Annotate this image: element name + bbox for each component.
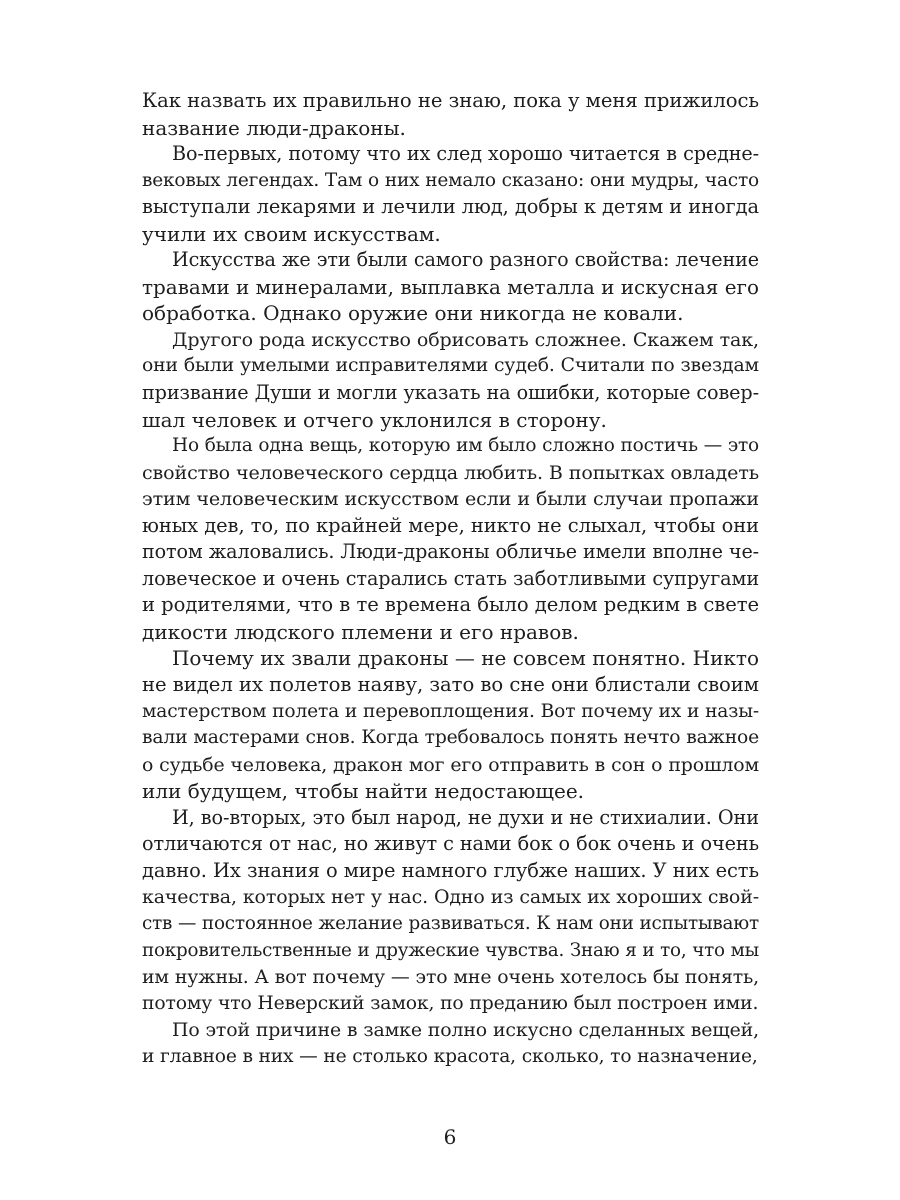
text-line: о судьбе человека, дракон мог его отправить в сон о прошлом (142, 753, 759, 776)
text-line: им нужны. А вот почему — это мне очень хотелось бы понять, (142, 966, 759, 989)
paragraph (142, 433, 759, 645)
text-line: и главное в них — не столько красота, сколько, то назначение, (142, 1045, 758, 1067)
text-line: качества, которых нет у нас. Одно из самых их хороших свой- (142, 886, 759, 909)
text-line: обработка. Однако оружие они никогда не ковали. (142, 301, 684, 326)
text-line: ств — постоянное желание развиваться. К нам они испытывают (142, 912, 759, 934)
text-line: вековых легендах. Там о них немало сказано: они мудры, часто (142, 169, 759, 191)
text-line: учили их своим искусствам. (142, 221, 441, 246)
text-line: дикости людского племени и его нравов. (142, 619, 579, 644)
text-line: травами и минералами, выплавка металла и искусная его (142, 274, 759, 299)
text-line: И, во-вторых, это был народ, не духи и не стихиалии. Они (172, 805, 759, 829)
text-line: этим человеческим искусством если и были случаи пропажи (142, 488, 759, 511)
text-line: ловеческое и очень старались стать заботливыми супругами (142, 566, 759, 590)
paragraph (142, 1017, 759, 1070)
paragraph (142, 645, 759, 804)
text-line: они были умелыми исправителями судеб. Считали по звездам (142, 355, 759, 377)
text-line: потом жаловались. Люди-драконы обличье имели вполне че- (142, 540, 759, 564)
page-number: 6 (443, 1125, 457, 1149)
paragraph (142, 327, 759, 433)
text-line: и родителями, что в те времена было делом редким в свете (142, 593, 759, 617)
text-line: юных дев, то, по крайней мере, никто не слыхал, чтобы они (142, 513, 759, 537)
text-line: вали мастерами снов. Когда требовалось понять нечто важное (142, 727, 759, 749)
text-line: мастерством полета и перевоплощения. Вот почему их и назы- (142, 700, 759, 722)
text-line: или будущем, чтобы найти недостающее. (142, 779, 585, 804)
text-line: По этой причине в замке полно искусно сделанных вещей, (172, 1019, 759, 1042)
text-line: название люди-драконы. (142, 115, 406, 140)
text-line: выступали лекарями и лечили люд, добры к детям и иногда (142, 195, 759, 219)
text-line: призвание Души и могли указать на ошибки, которые совер- (142, 381, 759, 405)
text-line: не видел их полетов наяву, зато во сне они блистали своим (142, 673, 759, 697)
text-line: Другого рода искусство обрисовать сложнее. Скажем так, (172, 328, 759, 351)
paragraph (142, 805, 759, 1017)
text-line: покровительственные и дружеские чувства. Знаю я и то, что мы (142, 939, 759, 961)
paragraph (142, 141, 759, 247)
text-line: Во-первых, потому что их след хорошо читается в средне- (172, 142, 759, 166)
text-line: Почему их звали драконы — не совсем понятно. Никто (172, 646, 759, 671)
text-line: Как назвать их правильно не знаю, пока у меня прижилось (142, 89, 759, 112)
text-line: Искусства же эти были самого разного свойства: лечение (172, 248, 759, 272)
text-line: давно. Их знания о мире намного глубже наших. У них есть (142, 858, 759, 882)
text-line: Но была одна вещь, которую им было сложно постичь — это (172, 435, 759, 457)
text-line: потому что Неверский замок, по преданию был построен ими. (142, 992, 759, 1014)
page-text-body (142, 88, 759, 1070)
paragraph (142, 88, 759, 141)
paragraph (142, 247, 759, 327)
text-line: шал человек и отчего уклонился в сторону. (142, 407, 607, 432)
text-line: отличаются от нас, но живут с нами бок о бок очень и очень (142, 832, 759, 856)
text-line: свойство человеческого сердца любить. В попытках овладеть (142, 461, 759, 484)
